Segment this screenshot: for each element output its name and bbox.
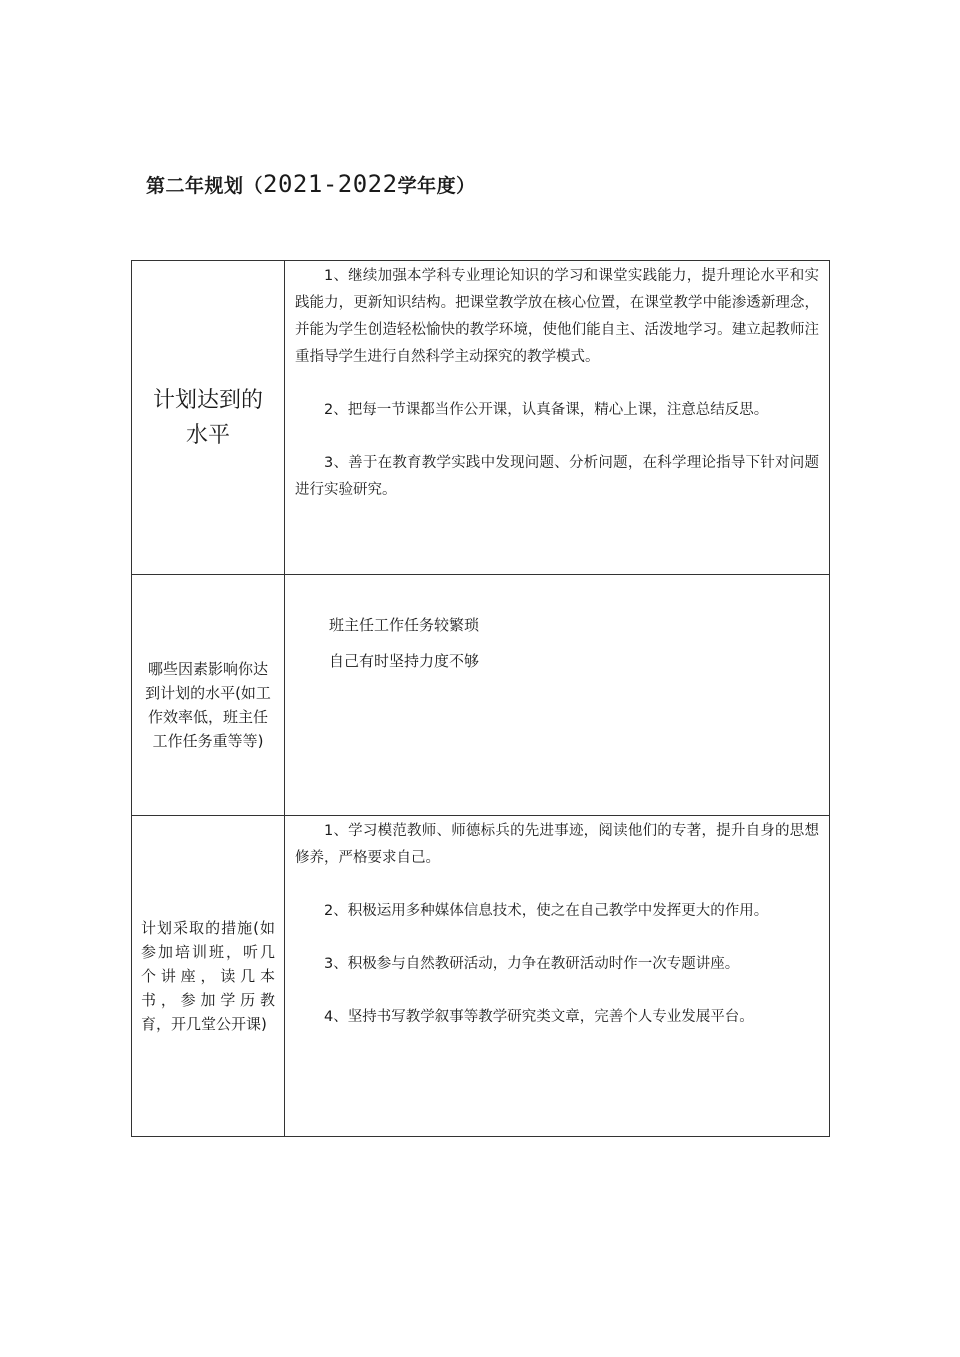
paragraph: 2、把每一节课都当作公开课，认真备课，精心上课，注意总结反思。 bbox=[324, 402, 769, 418]
row-label: 计划采取的措施(如参加培训班，听几个讲座，读几本书，参加学历教育，开几堂公开课) bbox=[141, 919, 275, 1033]
paragraph: 3、积极参与自然教研活动，力争在教研活动时作一次专题讲座。 bbox=[324, 956, 740, 972]
paragraph: 3、善于在教育教学实践中发现问题、分析问题，在科学理论指导下针对问题进行实验研究。 bbox=[295, 455, 819, 498]
table-row bbox=[132, 816, 830, 1137]
row-content-cell bbox=[285, 575, 830, 816]
row-label: 计划达到的水平 bbox=[153, 387, 264, 448]
row-label-cell bbox=[132, 575, 285, 816]
row-content-cell bbox=[285, 816, 830, 1137]
table-row bbox=[132, 261, 830, 575]
plan-table bbox=[131, 260, 830, 1137]
paragraph: 1、学习模范教师、师德标兵的先进事迹，阅读他们的专著，提升自身的思想修养，严格要求自己。 bbox=[295, 823, 819, 866]
page-title bbox=[146, 170, 476, 198]
row-label-cell bbox=[132, 816, 285, 1137]
paragraph: 2、积极运用多种媒体信息技术，使之在自己教学中发挥更大的作用。 bbox=[324, 903, 769, 919]
row-content-cell bbox=[285, 261, 830, 575]
row-label: 哪些因素影响你达到计划的水平(如工作效率低，班主任工作任务重等等) bbox=[145, 660, 271, 750]
list-item: 自己有时坚持力度不够 bbox=[329, 652, 480, 670]
title-year: 2021-2022 bbox=[263, 170, 398, 198]
list-item: 班主任工作任务较繁琐 bbox=[329, 616, 480, 634]
title-prefix: 第二年规划（ bbox=[146, 175, 264, 197]
title-suffix: 学年度） bbox=[397, 175, 476, 197]
row-label-cell bbox=[132, 261, 285, 575]
table-row bbox=[132, 575, 830, 816]
paragraph: 1、继续加强本学科专业理论知识的学习和课堂实践能力，提升理论水平和实践能力，更新知识结构。把课堂教学放在核心位置，在课堂教学中能渗透新理念，并能为学生创造轻松愉快的教学环境，使他们能自主、活泼地学习。建立起教师注重指导学生进行自然科学主动探究的教学模式。 bbox=[295, 268, 819, 365]
paragraph: 4、坚持书写教学叙事等教学研究类文章，完善个人专业发展平台。 bbox=[324, 1009, 754, 1025]
